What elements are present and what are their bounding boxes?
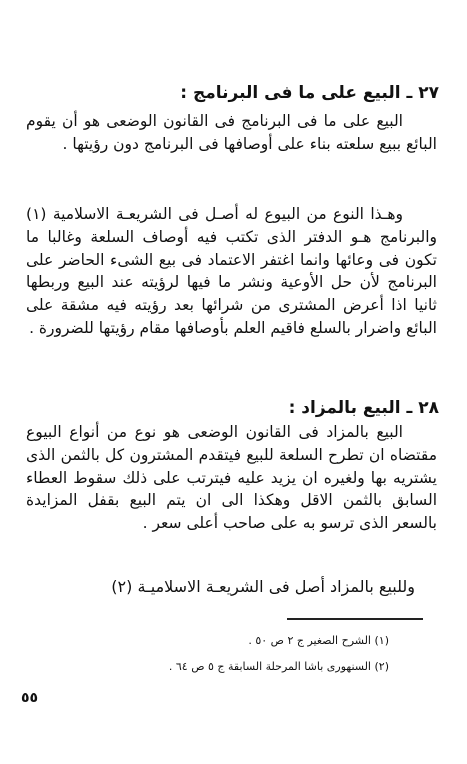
footnote-divider xyxy=(287,618,423,620)
section-28-heading: ٢٨ ـ البيع بالمزاد : xyxy=(288,398,439,418)
footnote-2: (٢) السنهورى باشا المرحلة السابقة ج ٥ ص ٦٤ . xyxy=(168,660,389,673)
footnotes xyxy=(30,628,389,680)
page-number: ٥٥ xyxy=(21,690,39,706)
footnote-1: (١) الشرح الصغير ج ٢ ص ٥٠ . xyxy=(248,634,389,647)
section-27-paragraph-2: وهـذا النوع من البيوع له أصـل فى الشريعـة الاسلامية (١) والبرنامج هـو الدفتر الذى تكتب فيه أوصاف السلعة وغالبا ما تكون فى وعائها وانما اغتفر الاعتماد فى بيع الشىء الحاضر على البرنامج لأن حل الأوعية ونشر ما فيها لرؤيته عند البيع وربطها ثانيا اذا أعرض المشترى من شرائها بعد رؤيته فيه مشقة على البائع واضرار بالسلع فاقيم العلم بأوصافها مقام رؤيتها للضرورة . xyxy=(26,205,437,337)
section-28-paragraph-1: البيع بالمزاد فى القانون الوضعى هو نوع من أنواع البيوع مقتضاه ان تطرح السلعة للبيع فيتقدم المشترون كل بالثمن الذى يشتريه بها ولغيره ان يزيد عليه فيترتب على ذلك سقوط العطاء السابق بالثمن الاقل وهكذا الى ان يتم البيع بقفل المزايدة بالسعر الذى ترسو به على صاحب أعلى سعر . xyxy=(26,423,437,533)
section-27-paragraph-1: البيع على ما فى البرنامج فى القانون الوضعى هو أن يقوم البائع ببيع سلعته بناء على أوصافها فى البرنامج دون رؤيتها . xyxy=(26,112,437,153)
section-27-heading: ٢٧ ـ البيع على ما فى البرنامج : xyxy=(180,83,439,103)
section-28-paragraph-2: وللبيع بالمزاد أصل فى الشريعـة الاسلاميـة (٢) xyxy=(111,577,415,596)
